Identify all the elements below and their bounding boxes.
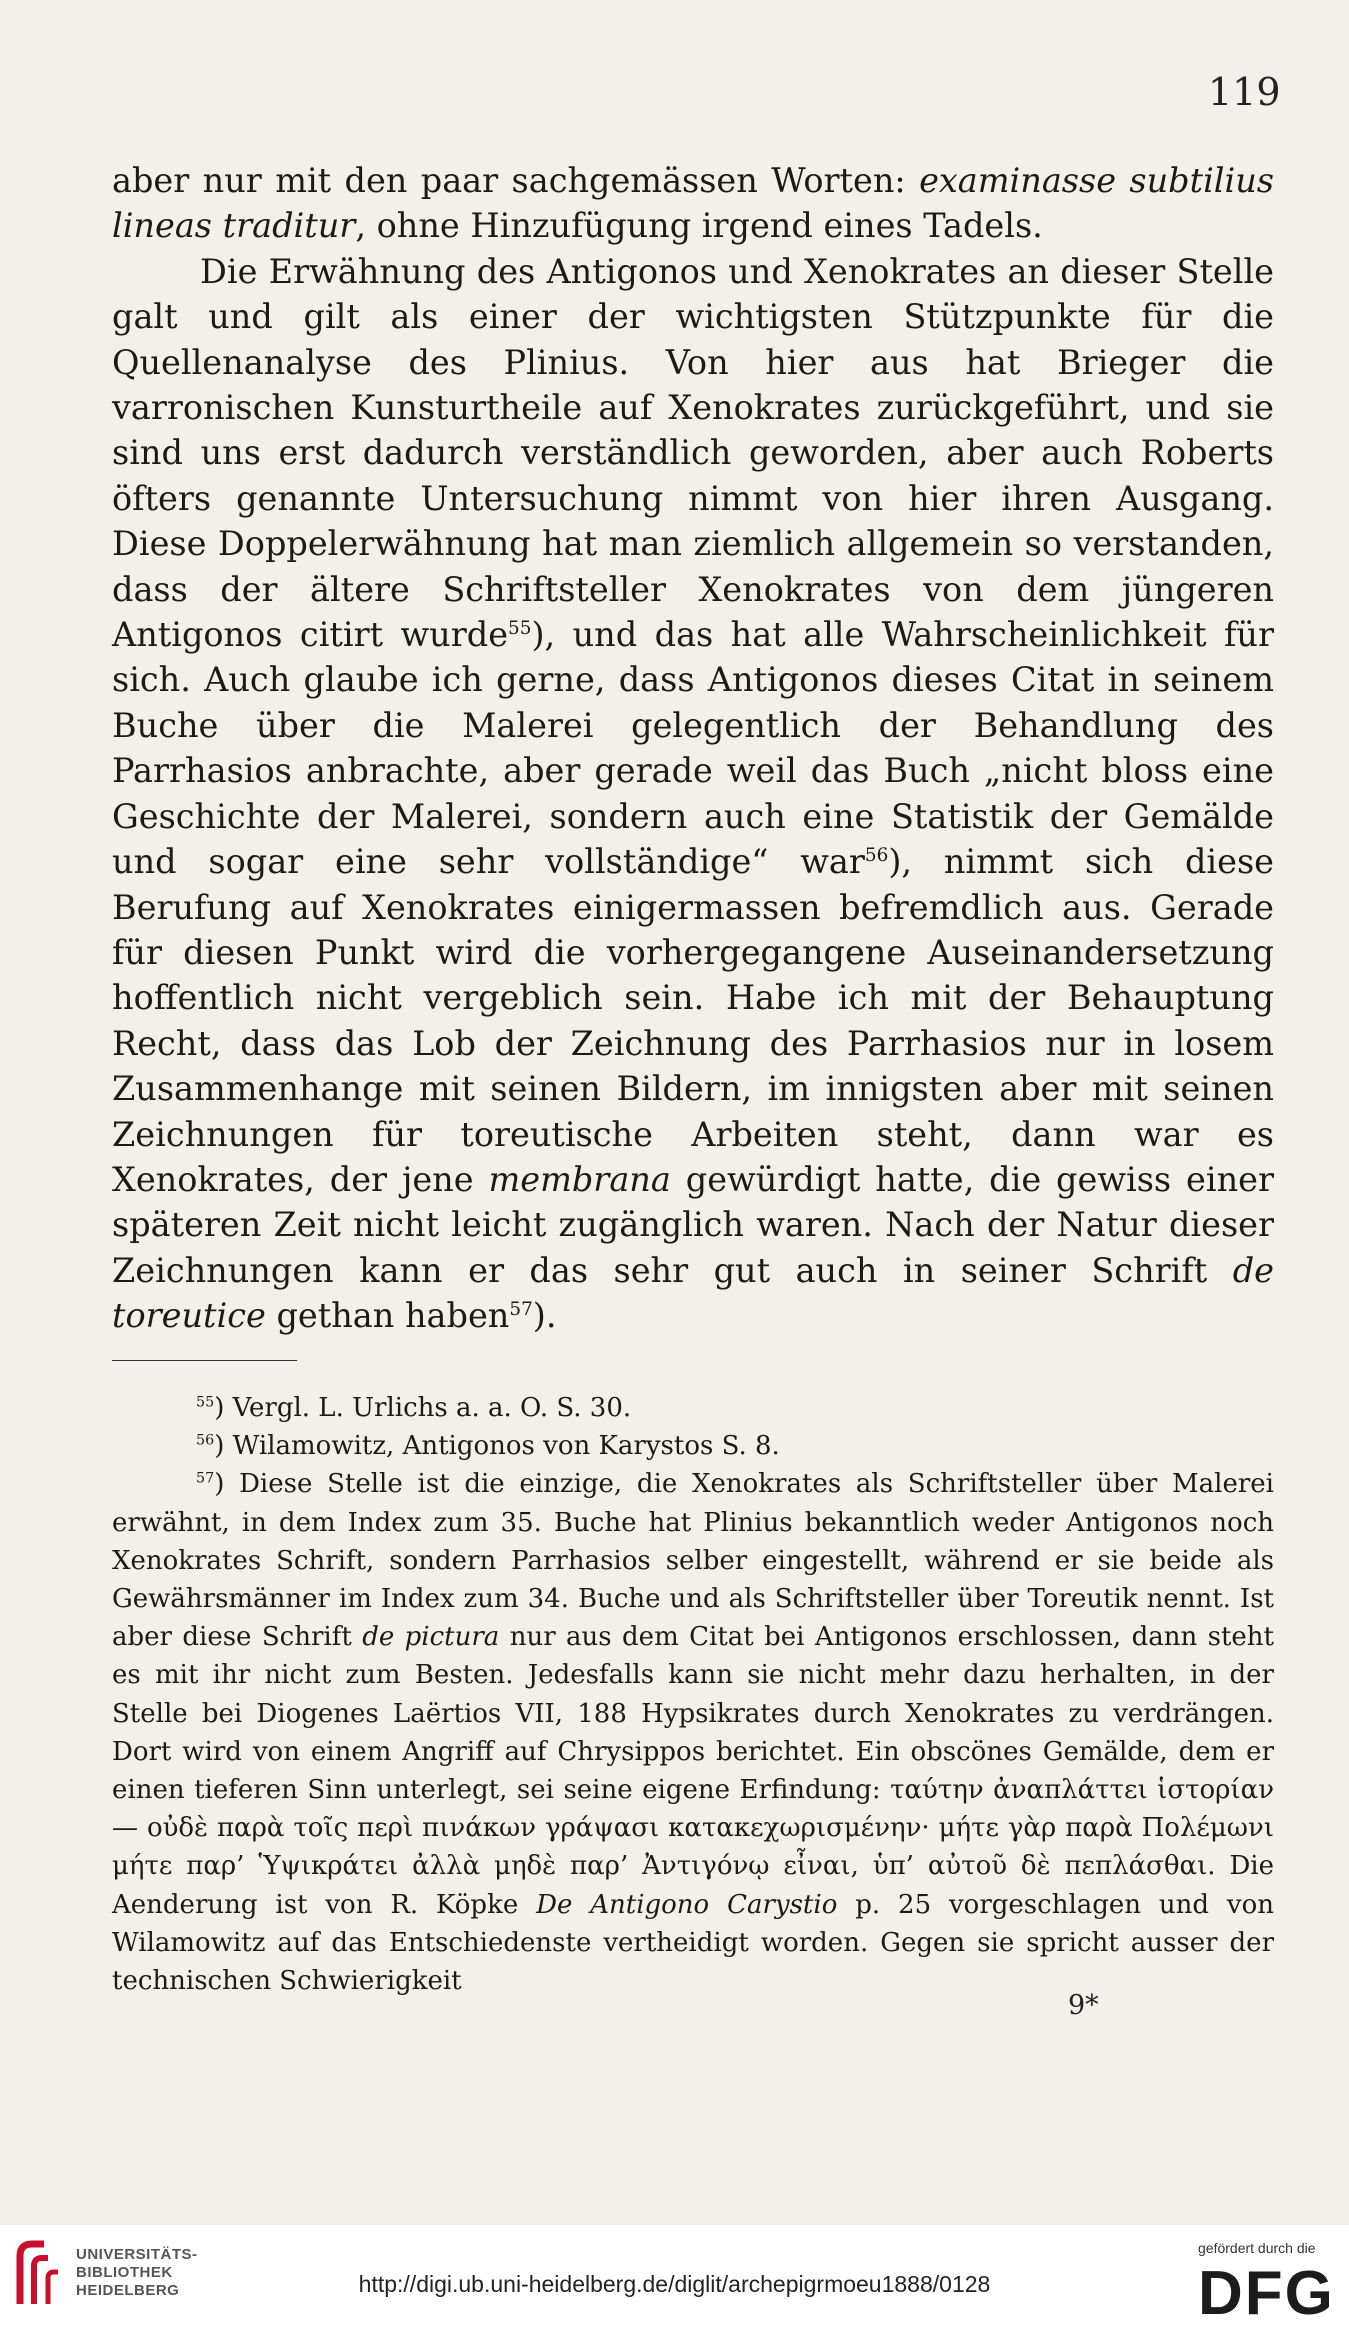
footnote-56-text: ) Wilamowitz, Antigonos von Karystos S. 8. <box>214 1431 780 1462</box>
sheet-signature: 9* <box>1068 1990 1099 2021</box>
latin-quote: examinasse subtilius lineas traditur <box>112 161 1274 246</box>
footnote-55 <box>112 1389 1274 1427</box>
footnote-ref-57: 57 <box>509 1299 533 1320</box>
footnote-57-text-1: ) Diese Stelle ist die einzige, die Xenokrates als Schriftsteller über Malerei erwähnt, in dem Index zum 35. Buche hat Plinius bekanntlich weder Antigonos noch Xenokrates Schrift, sondern Parrhasios selber eingestellt, während er sie beide als Gewährsmänner im Index zum 34. Buche und als Schriftsteller über Toreutik nennt. Ist aber diese Schrift <box>112 1469 1274 1653</box>
footnote-57-text-3: p. 25 vorgeschlagen und von Wilamowitz auf das Entschiedenste vertheidigt worden. Gegen sie spricht ausser der technischen Schwierigkeit <box>112 1889 1275 1997</box>
footnotes <box>112 1389 1274 2000</box>
paragraph-1-text-1: aber nur mit den paar sachgemässen Worten: <box>112 161 920 200</box>
footnote-57 <box>112 1465 1274 2000</box>
paragraph-1 <box>112 158 1274 249</box>
funder-caption: gefördert durch die <box>1198 2240 1316 2256</box>
footnote-ref-55: 55 <box>508 617 532 639</box>
paragraph-1-text-2: , ohne Hinzufügung irgend eines Tadels. <box>355 206 1043 246</box>
footnote-55-text: ) Vergl. L. Urlichs a. a. O. S. 30. <box>214 1393 632 1423</box>
main-text <box>112 158 1274 1339</box>
footnote-divider <box>112 1360 297 1361</box>
paragraph-2-text-6: ). <box>532 1296 557 1336</box>
italic-membrana: membrana <box>488 1159 671 1199</box>
library-name-line-1: UNIVERSITÄTS- <box>76 2246 198 2263</box>
footnote-mark-57: 57 <box>196 1470 215 1487</box>
paragraph-2-text-3: ), nimmt sich diese Berufung auf Xenokrates einigermassen befremdlich aus. Gerade für diesen Punkt wird die vorhergegangene Auseinandersetzung hoffentlich nicht vergeblich sein. Habe ich mit der Behauptung Recht, dass das Lob der Zeichnung des Parrhasios nur in losem Zusammenhange mit seinen Bildern, im innigsten aber mit seinen Zeichnungen für toreutische Arbeiten steht, dann war es Xenokrates, der jene <box>112 842 1274 1199</box>
italic-de-toreutice: de toreutice <box>112 1250 1274 1336</box>
paragraph-2-text-1: Die Erwähnung des Antigonos und Xenokrates an dieser Stelle galt und gilt als einer der wichtigsten Stützpunkte für die Quellenanalyse des Plinius. Von hier aus hat Brieger die varronischen Kunsturtheile auf Xenokrates zurückgeführt, und sie sind uns erst dadurch verständlich geworden, aber auch Roberts öfters genannte Untersuchung nimmt von hier ihren Ausgang. Diese Doppelerwähnung hat man ziemlich allgemein so verstanden, dass der ältere Schriftsteller Xenokrates von dem jüngeren Antigonos citirt wurde <box>112 251 1274 655</box>
paragraph-2-text-5: gethan haben <box>265 1296 510 1336</box>
footnote-mark-55: 55 <box>196 1394 215 1411</box>
source-url-link[interactable]: http://digi.ub.uni-heidelberg.de/diglit/archepigrmoeu1888/0128 <box>358 2271 991 2297</box>
library-name-line-3: HEIDELBERG <box>76 2282 180 2299</box>
footnote-mark-56: 56 <box>196 1432 215 1449</box>
footnote-56 <box>112 1427 1274 1465</box>
paragraph-2-text-2: ), und das hat alle Wahrscheinlichkeit für sich. Auch glaube ich gerne, dass Antigonos dieses Citat in seinem Buche über die Malerei gelegentlich der Behandlung des Parrhasios anbrachte, aber gerade weil das Buch „nicht bloss eine Geschichte der Malerei, sondern auch eine Statistik der Gemälde und sogar eine sehr vollständige“ war <box>112 615 1274 882</box>
footnote-57-text-2: nur aus dem Citat bei Antigonos erschlossen, dann steht es mit ihr nicht zum Besten. Jedesfalls kann sie nicht mehr dazu herhalten, in der Stelle bei Diogenes Laërtios VII, 188 Hypsikrates durch Xenokrates zu verdrängen. Dort wird von einem Angriff auf Chrysippos berichtet. Ein obscönes Gemälde, dem er einen tieferen Sinn unterlegt, sei seine eigene Erfindung: ταύτην ἀναπλάττει ἱστορίαν — οὐδὲ παρὰ τοῖς περὶ πινάκων γράψασι κατακεχωρισμένην· μήτε γὰρ παρὰ Πολέμωνι μήτε παρ’ Ὑψικράτει ἀλλὰ μηδὲ παρ’ Ἀντιγόνῳ εἶναι, ὑπ’ αὐτοῦ δὲ πεπλάσθαι. Die Aenderung ist von R. Köpke <box>112 1622 1274 1920</box>
italic-de-pictura: de pictura <box>362 1622 500 1653</box>
dfg-logo-icon: DFG <box>1198 2259 1335 2328</box>
paragraph-2-text-4: gewürdigt hatte, die gewiss einer späteren Zeit nicht leicht zugänglich waren. Nach der Natur dieser Zeichnungen kann er das sehr gut auch in seiner Schrift <box>112 1159 1274 1290</box>
italic-de-antigono-carystio: De Antigono Carystio <box>536 1889 838 1920</box>
paragraph-2 <box>112 249 1274 1339</box>
library-name-line-2: BIBLIOTHEK <box>76 2264 173 2281</box>
page-number: 119 <box>1208 70 1281 114</box>
footnote-ref-56: 56 <box>864 844 889 866</box>
